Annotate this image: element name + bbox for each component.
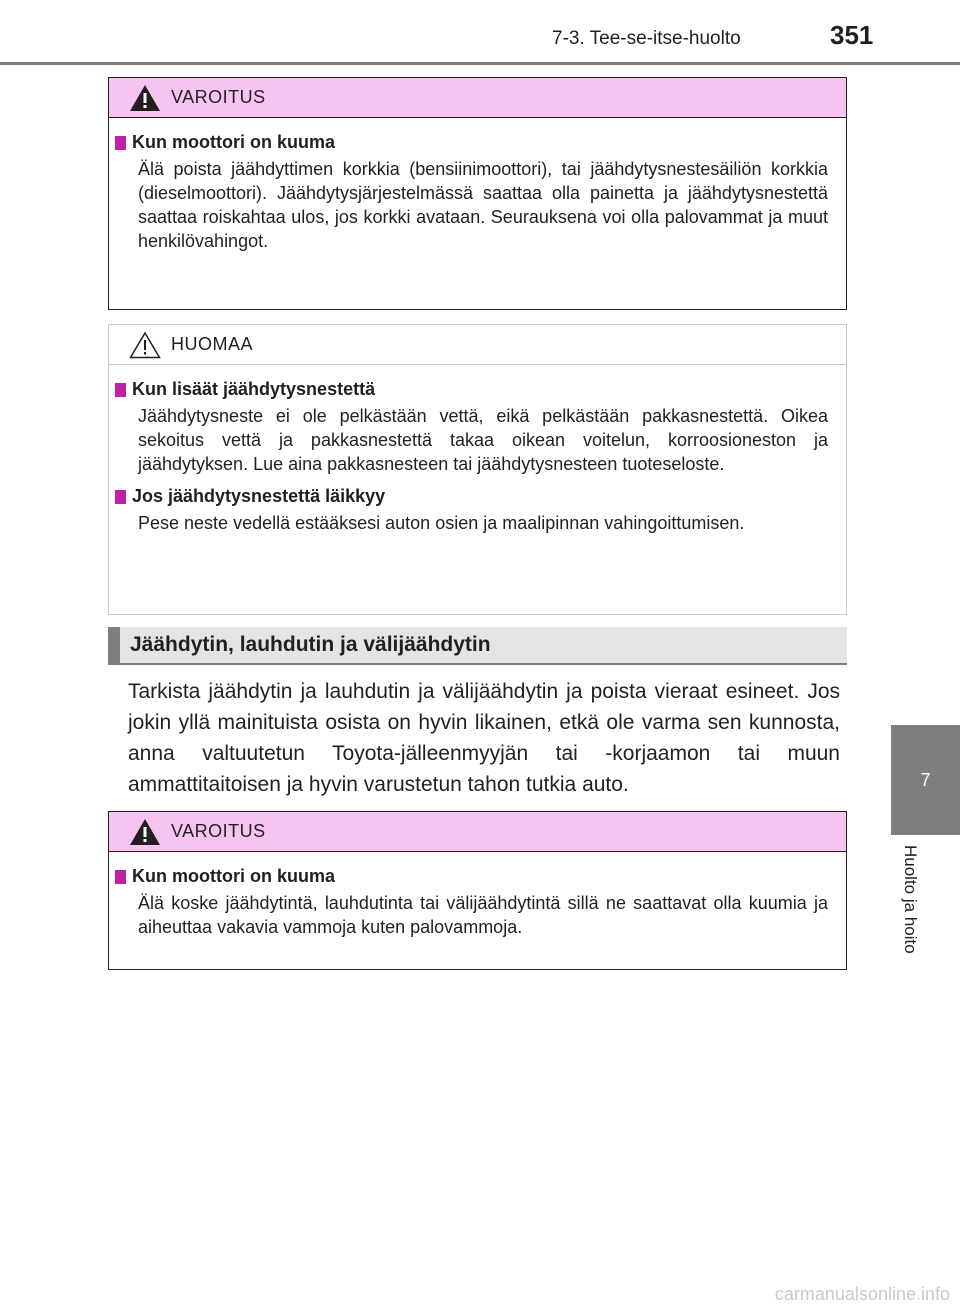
item-text: Jäähdytysneste ei ole pelkästään vettä, eikä pelkästään pakkasnestettä. Oikea sekoitus vettä ja pakkasnestettä takaa oikean voitelun, korroosioneston ja jäähdytyksen. Lue aina pakkasnesteen tai jäähdytysnesteen tuoteseloste. — [138, 406, 828, 474]
item-title-text: Kun lisäät jäähdytysnestettä — [132, 379, 376, 399]
item-title-text: Kun moottori on kuuma — [132, 866, 335, 886]
square-bullet-icon — [115, 870, 126, 884]
notice-item — [115, 379, 828, 476]
warning-box-hot-radiator — [108, 811, 847, 970]
item-title — [115, 132, 828, 153]
item-title — [115, 379, 828, 400]
notice-label: HUOMAA — [171, 334, 254, 354]
chapter-number: 7 — [920, 769, 931, 790]
running-header: 7-3. Tee-se-itse-huolto — [552, 28, 741, 49]
chapter-title: Huolto ja hoito — [901, 845, 920, 954]
notice-item — [115, 486, 828, 535]
warning-triangle-icon — [129, 84, 161, 112]
section-body-text: Tarkista jäähdytin ja lauhdutin ja välijäähdytin ja poista vieraat esineet. Jos jokin yllä mainituista osista on hyvin likainen, etkä ole varma sen kunnosta, anna valtuutetun Toyota-jälleenmyyjän tai -korjaamon tai muun ammattitaitoisen ja hyvin varustetun tahon tutkia auto. — [128, 680, 840, 796]
item-text: Älä poista jäähdyttimen korkkia (bensiinimoottori), tai jäähdytysnestesäiliön korkkia (dieselmoottori). Jäähdytysjärjestelmässä saattaa olla painetta ja jäähdytysnestettä saattaa roiskahtaa ulos, jos korkki avataan. Seurauksena voi olla palovammat ja muut henkilövahingot. — [138, 159, 828, 251]
item-text: Älä koske jäähdytintä, lauhdutinta tai välijäähdytintä sillä ne saattavat olla kuumia ja aiheuttaa vakavia vammoja kuten palovammoja. — [138, 893, 828, 937]
item-title — [115, 486, 828, 507]
item-text: Pese neste vedellä estääksesi auton osien ja maalipinnan vahingoittumisen. — [138, 513, 745, 533]
page-number: 351 — [830, 20, 874, 50]
square-bullet-icon — [115, 136, 126, 150]
notice-box-header — [109, 325, 846, 365]
warning-box-header — [109, 78, 846, 118]
warning-box-body — [109, 852, 846, 955]
notice-box-coolant — [108, 324, 847, 615]
header-divider — [0, 62, 960, 65]
notice-box-body — [109, 365, 846, 551]
chapter-tab — [891, 725, 960, 835]
square-bullet-icon — [115, 490, 126, 504]
section-heading — [108, 627, 847, 665]
item-title-text: Jos jäähdytysnestettä läikkyy — [132, 486, 386, 506]
warning-box-header — [109, 812, 846, 852]
item-title — [115, 866, 828, 887]
warning-label: VAROITUS — [171, 87, 266, 107]
item-title-text: Kun moottori on kuuma — [132, 132, 335, 152]
warning-item — [115, 132, 828, 253]
square-bullet-icon — [115, 383, 126, 397]
warning-triangle-outline-icon — [129, 331, 161, 359]
warning-item — [115, 866, 828, 939]
warning-box-body — [109, 118, 846, 269]
warning-triangle-icon — [129, 818, 161, 846]
section-heading-text: Jäähdytin, lauhdutin ja välijäähdytin — [130, 633, 491, 656]
warning-box-hot-engine — [108, 77, 847, 310]
warning-label: VAROITUS — [171, 821, 266, 841]
watermark: carmanualsonline.info — [774, 1284, 950, 1304]
